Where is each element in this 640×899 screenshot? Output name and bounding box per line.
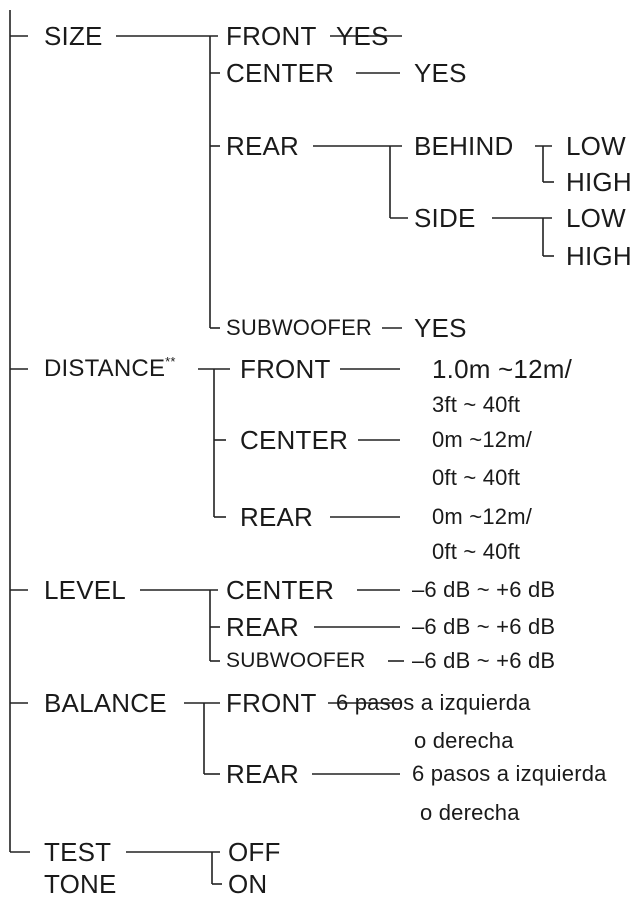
test-tone-on: ON xyxy=(228,869,268,899)
size-rear-side-low: LOW xyxy=(566,203,626,233)
size-rear-behind-label: BEHIND xyxy=(414,131,514,161)
size-rear-behind-high: HIGH xyxy=(566,167,632,197)
distance-center-range2: 0ft ~ 40ft xyxy=(432,465,521,490)
distance-label-text: DISTANCE xyxy=(44,355,166,382)
size-rear-side-label: SIDE xyxy=(414,203,476,233)
test-tone-label-line2: TONE xyxy=(44,869,117,899)
size-front-label: FRONT xyxy=(226,21,317,51)
size-label: SIZE xyxy=(44,21,103,51)
size-rear-side-high: HIGH xyxy=(566,241,632,271)
level-subwoofer-range: –6 dB ~ +6 dB xyxy=(412,648,556,673)
distance-rear-range2: 0ft ~ 40ft xyxy=(432,539,521,564)
distance-label xyxy=(44,354,176,382)
distance-center-range1: 0m ~12m/ xyxy=(432,427,533,452)
size-center-label: CENTER xyxy=(226,58,335,88)
test-tone-off: OFF xyxy=(228,837,281,867)
balance-front-label: FRONT xyxy=(226,688,317,718)
level-label: LEVEL xyxy=(44,575,126,605)
level-center-label: CENTER xyxy=(226,575,335,605)
balance-label: BALANCE xyxy=(44,688,167,718)
distance-center-label: CENTER xyxy=(240,425,349,455)
distance-front-range1: 1.0m ~12m/ xyxy=(432,354,573,384)
size-rear-label: REAR xyxy=(226,131,300,161)
level-center-range: –6 dB ~ +6 dB xyxy=(412,577,556,602)
size-center-value: YES xyxy=(414,58,467,88)
distance-front-label: FRONT xyxy=(240,354,331,384)
size-subwoofer-label: SUBWOOFER xyxy=(226,315,373,340)
distance-rear-label: REAR xyxy=(240,502,314,532)
balance-rear-text2: o derecha xyxy=(420,800,520,825)
test-tone-label-line1: TEST xyxy=(44,837,112,867)
size-subwoofer-value: YES xyxy=(414,313,467,343)
size-front-value: YES xyxy=(336,21,389,51)
balance-front-text1: 6 pasos a izquierda xyxy=(336,690,531,715)
level-rear-label: REAR xyxy=(226,612,300,642)
distance-rear-range1: 0m ~12m/ xyxy=(432,504,533,529)
balance-front-text2: o derecha xyxy=(414,728,514,753)
level-subwoofer-label: SUBWOOFER xyxy=(226,649,366,672)
level-rear-range: –6 dB ~ +6 dB xyxy=(412,614,556,639)
balance-rear-label: REAR xyxy=(226,759,300,789)
distance-footnote-mark: ** xyxy=(165,354,176,369)
size-rear-behind-low: LOW xyxy=(566,131,626,161)
distance-front-range2: 3ft ~ 40ft xyxy=(432,392,521,417)
balance-rear-text1: 6 pasos a izquierda xyxy=(412,761,607,786)
